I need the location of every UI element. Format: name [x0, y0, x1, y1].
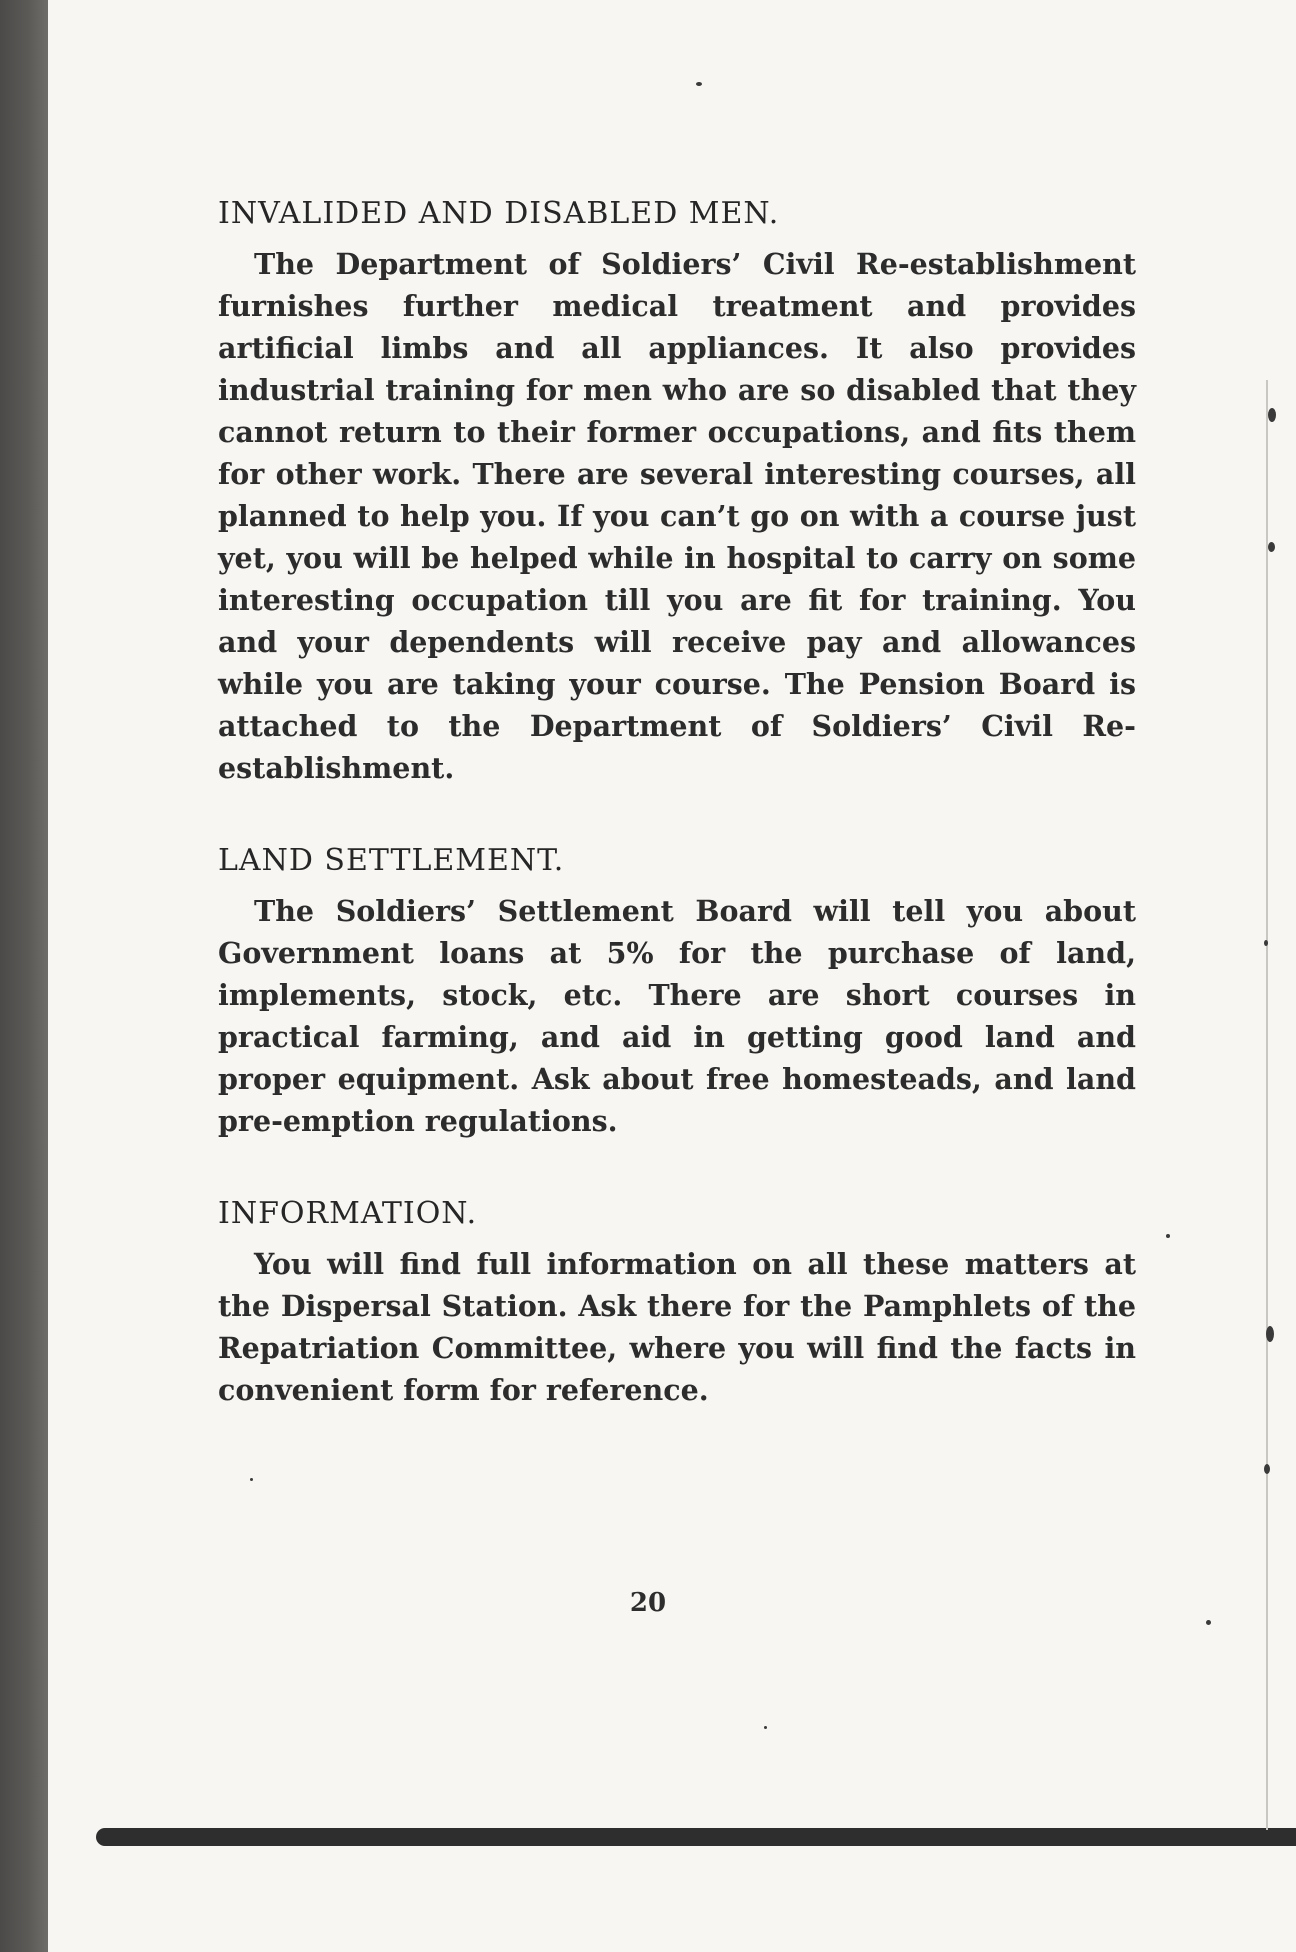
section-land-settlement: [218, 843, 1136, 1142]
ink-speck: [1166, 1234, 1170, 1238]
ink-speck: [250, 1478, 253, 1481]
ink-speck: [764, 1726, 767, 1729]
ink-speck: [1206, 1620, 1211, 1625]
ink-speck: [696, 82, 702, 86]
ink-speck: [1268, 542, 1275, 552]
right-edge-line: [1266, 380, 1268, 1830]
section-information: [218, 1196, 1136, 1411]
section-body: You will find full information on all these matters at the Dispersal Station. Ask there for the Pamphlets of the Repatriation Committee, where you will find the facts in convenient form for reference.: [218, 1247, 1136, 1407]
section-heading: INFORMATION.: [218, 1196, 478, 1231]
ink-speck: [1266, 1326, 1274, 1342]
ink-speck: [1264, 940, 1268, 946]
section-heading: INVALIDED AND DISABLED MEN.: [218, 196, 780, 231]
binding-edge: [0, 0, 48, 1952]
bottom-rule: [96, 1828, 1296, 1846]
ink-speck: [1264, 1464, 1270, 1474]
section-body: The Department of Soldiers’ Civil Re-establishment furnishes further medical treatment and provides artificial limbs and all appliances. It also provides industrial training for men who are so disabled that they cannot return to their former occupations, and fits them for other work. There are several interesting courses, all planned to help you. If you can’t go on with a course just yet, you will be helped while in hospital to carry on some interesting occupation till you are fit for training. You and your dependents will receive pay and allowances while you are taking your course. The Pension Board is attached to the Department of Soldiers’ Civil Re-establishment.: [218, 247, 1136, 785]
text-column: [218, 196, 1136, 1465]
page-number: 20: [629, 1588, 667, 1618]
section-invalided-disabled-men: [218, 196, 1136, 789]
section-heading: LAND SETTLEMENT.: [218, 843, 565, 878]
section-body: The Soldiers’ Settlement Board will tell you about Government loans at 5% for the purchase of land, implements, stock, etc. There are short courses in practical farming, and aid in getting good land and proper equipment. Ask about free homesteads, and land pre-emption regulations.: [218, 894, 1136, 1138]
ink-speck: [1268, 408, 1276, 422]
